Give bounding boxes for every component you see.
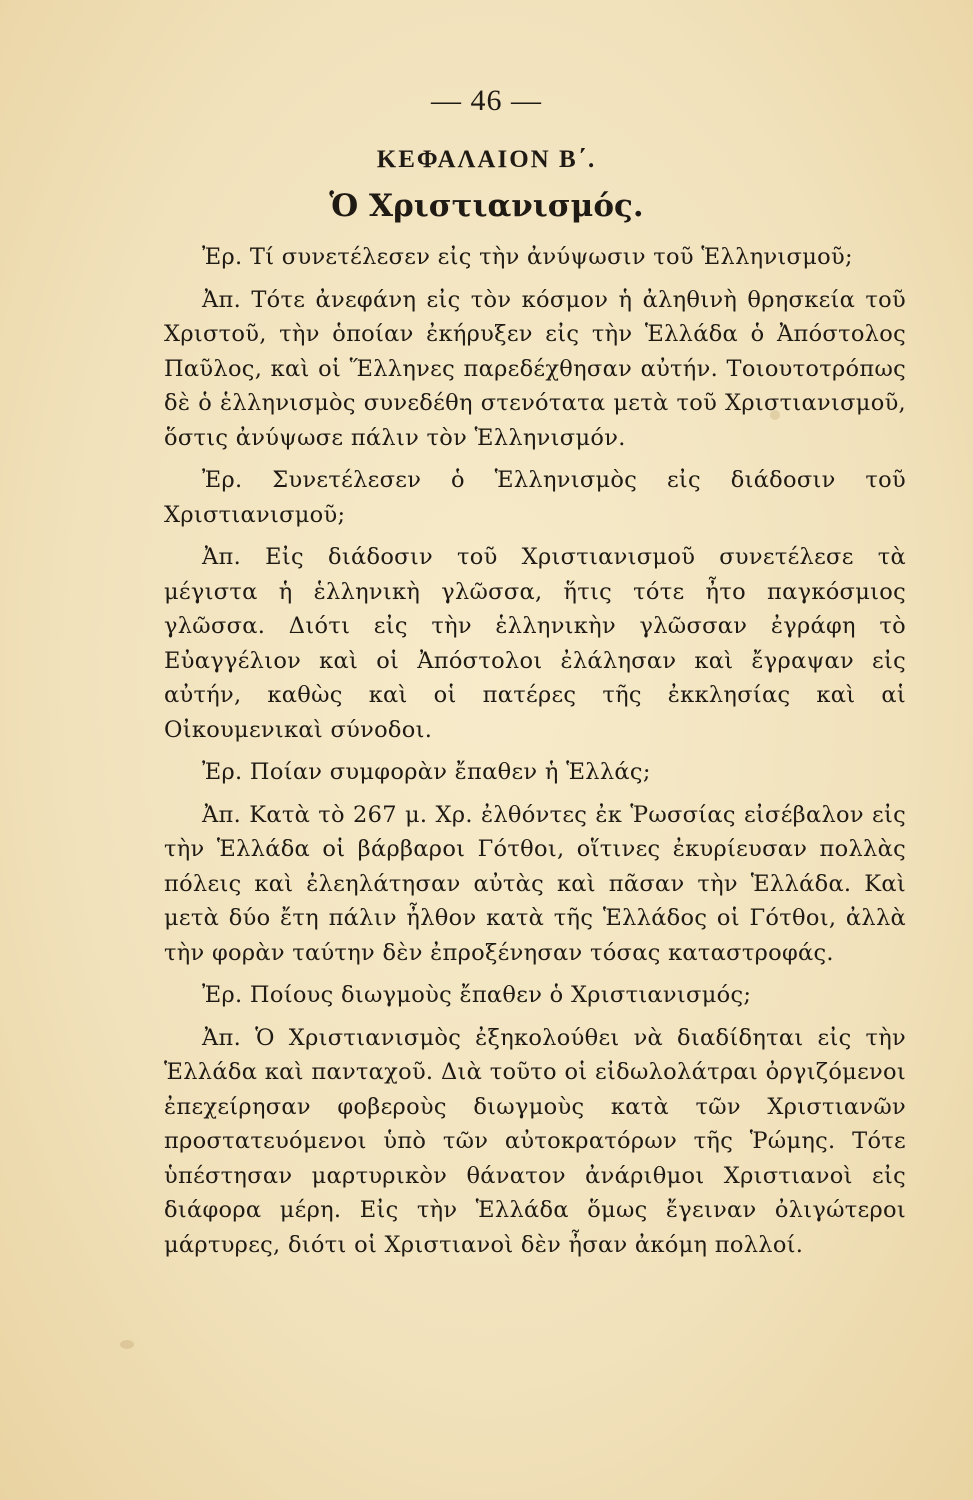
chapter-title: Ὁ Χριστιανισμός. — [329, 188, 644, 224]
answer-paragraph: Ἀπ. Ὁ Χριστιανισμὸς ἐξηκολούθει νὰ διαδίδηται εἰς τὴν Ἑλλάδα καὶ πανταχοῦ. Διὰ τοῦτο οἱ εἰδωλολάτραι ὀργιζόμενοι ἐπεχείρησαν φοβεροὺς διωγμοὺς κατὰ τῶν Χριστιανῶν προστατευόμενοι ὑπὸ τῶν αὐτοκρατόρων τῆς Ῥώμης. Τότε ὑπέστησαν μαρτυρικὸν θάνατον ἀνάριθμοι Χριστιανοὶ εἰς διάφορα μέρη. Εἰς τὴν Ἑλλάδα ὅμως ἔγειναν ὀλιγώτεροι μάρτυρες, διότι οἱ Χριστιανοὶ δὲν ἦσαν ἀκόμη πολλοί. — [164, 1024, 906, 1258]
question-paragraph: Ἐρ. Ποίαν συμφορὰν ἔπαθεν ἡ Ἑλλάς; — [202, 759, 651, 785]
question-paragraph: Ἐρ. Τί συνετέλεσεν εἰς τὴν ἀνύψωσιν τοῦ Ἑλληνισμοῦ; — [202, 244, 853, 270]
paper-stain — [120, 1340, 134, 1349]
body-text — [164, 240, 906, 1270]
question-paragraph: Ἐρ. Συνετέλεσεν ὁ Ἑλληνισμὸς εἰς διάδοσιν τοῦ Χριστιανισμοῦ; — [164, 467, 906, 528]
page-number: — 46 — — [431, 84, 542, 117]
chapter-heading: ΚΕΦΑΛΑΙΟΝ Β΄. — [376, 146, 597, 173]
question-paragraph: Ἐρ. Ποίους διωγμοὺς ἔπαθεν ὁ Χριστιανισμός; — [202, 982, 752, 1008]
answer-paragraph: Ἀπ. Κατὰ τὸ 267 μ. Χρ. ἐλθόντες ἐκ Ῥωσσίας εἰσέβαλον εἰς τὴν Ἑλλάδα οἱ βάρβαροι Γότθοι, οἵτινες ἐκυρίευσαν πολλὰς πόλεις καὶ ἐλεηλάτησαν αὐτὰς καὶ πᾶσαν τὴν Ἑλλάδα. Καὶ μετὰ δύο ἔτη πάλιν ἦλθον κατὰ τῆς Ἑλλάδος οἱ Γότθοι, ἀλλὰ τὴν φορὰν ταύτην δὲν ἐπροξένησαν τόσας καταστροφάς. — [164, 801, 906, 966]
answer-paragraph: Ἀπ. Εἰς διάδοσιν τοῦ Χριστιανισμοῦ συνετέλεσε τὰ μέγιστα ἡ ἑλληνικὴ γλῶσσα, ἥτις τότε ἦτο παγκόσμιος γλῶσσα. Διότι εἰς τὴν ἑλληνικὴν γλῶσσαν ἐγράφη τὸ Εὐαγγέλιον καὶ οἱ Ἀπόστολοι ἐλάλησαν καὶ ἔγραψαν εἰς αὐτήν, καθὼς καὶ οἱ πατέρες τῆς ἐκκλησίας καὶ αἱ Οἰκουμενικαὶ σύνοδοι. — [164, 544, 906, 743]
answer-paragraph: Ἀπ. Τότε ἀνεφάνη εἰς τὸν κόσμον ἡ ἀληθινὴ θρησκεία τοῦ Χριστοῦ, τὴν ὁποίαν ἐκήρυξεν εἰς τὴν Ἑλλάδα ὁ Ἀπόστολος Παῦλος, καὶ οἱ Ἕλληνες παρεδέχθησαν αὐτήν. Τοιουτοτρόπως δὲ ὁ ἑλληνισμὸς συνεδέθη στενότατα μετὰ τοῦ Χριστιανισμοῦ, ὅστις ἀνύψωσε πάλιν τὸν Ἑλληνισμόν. — [164, 286, 906, 451]
